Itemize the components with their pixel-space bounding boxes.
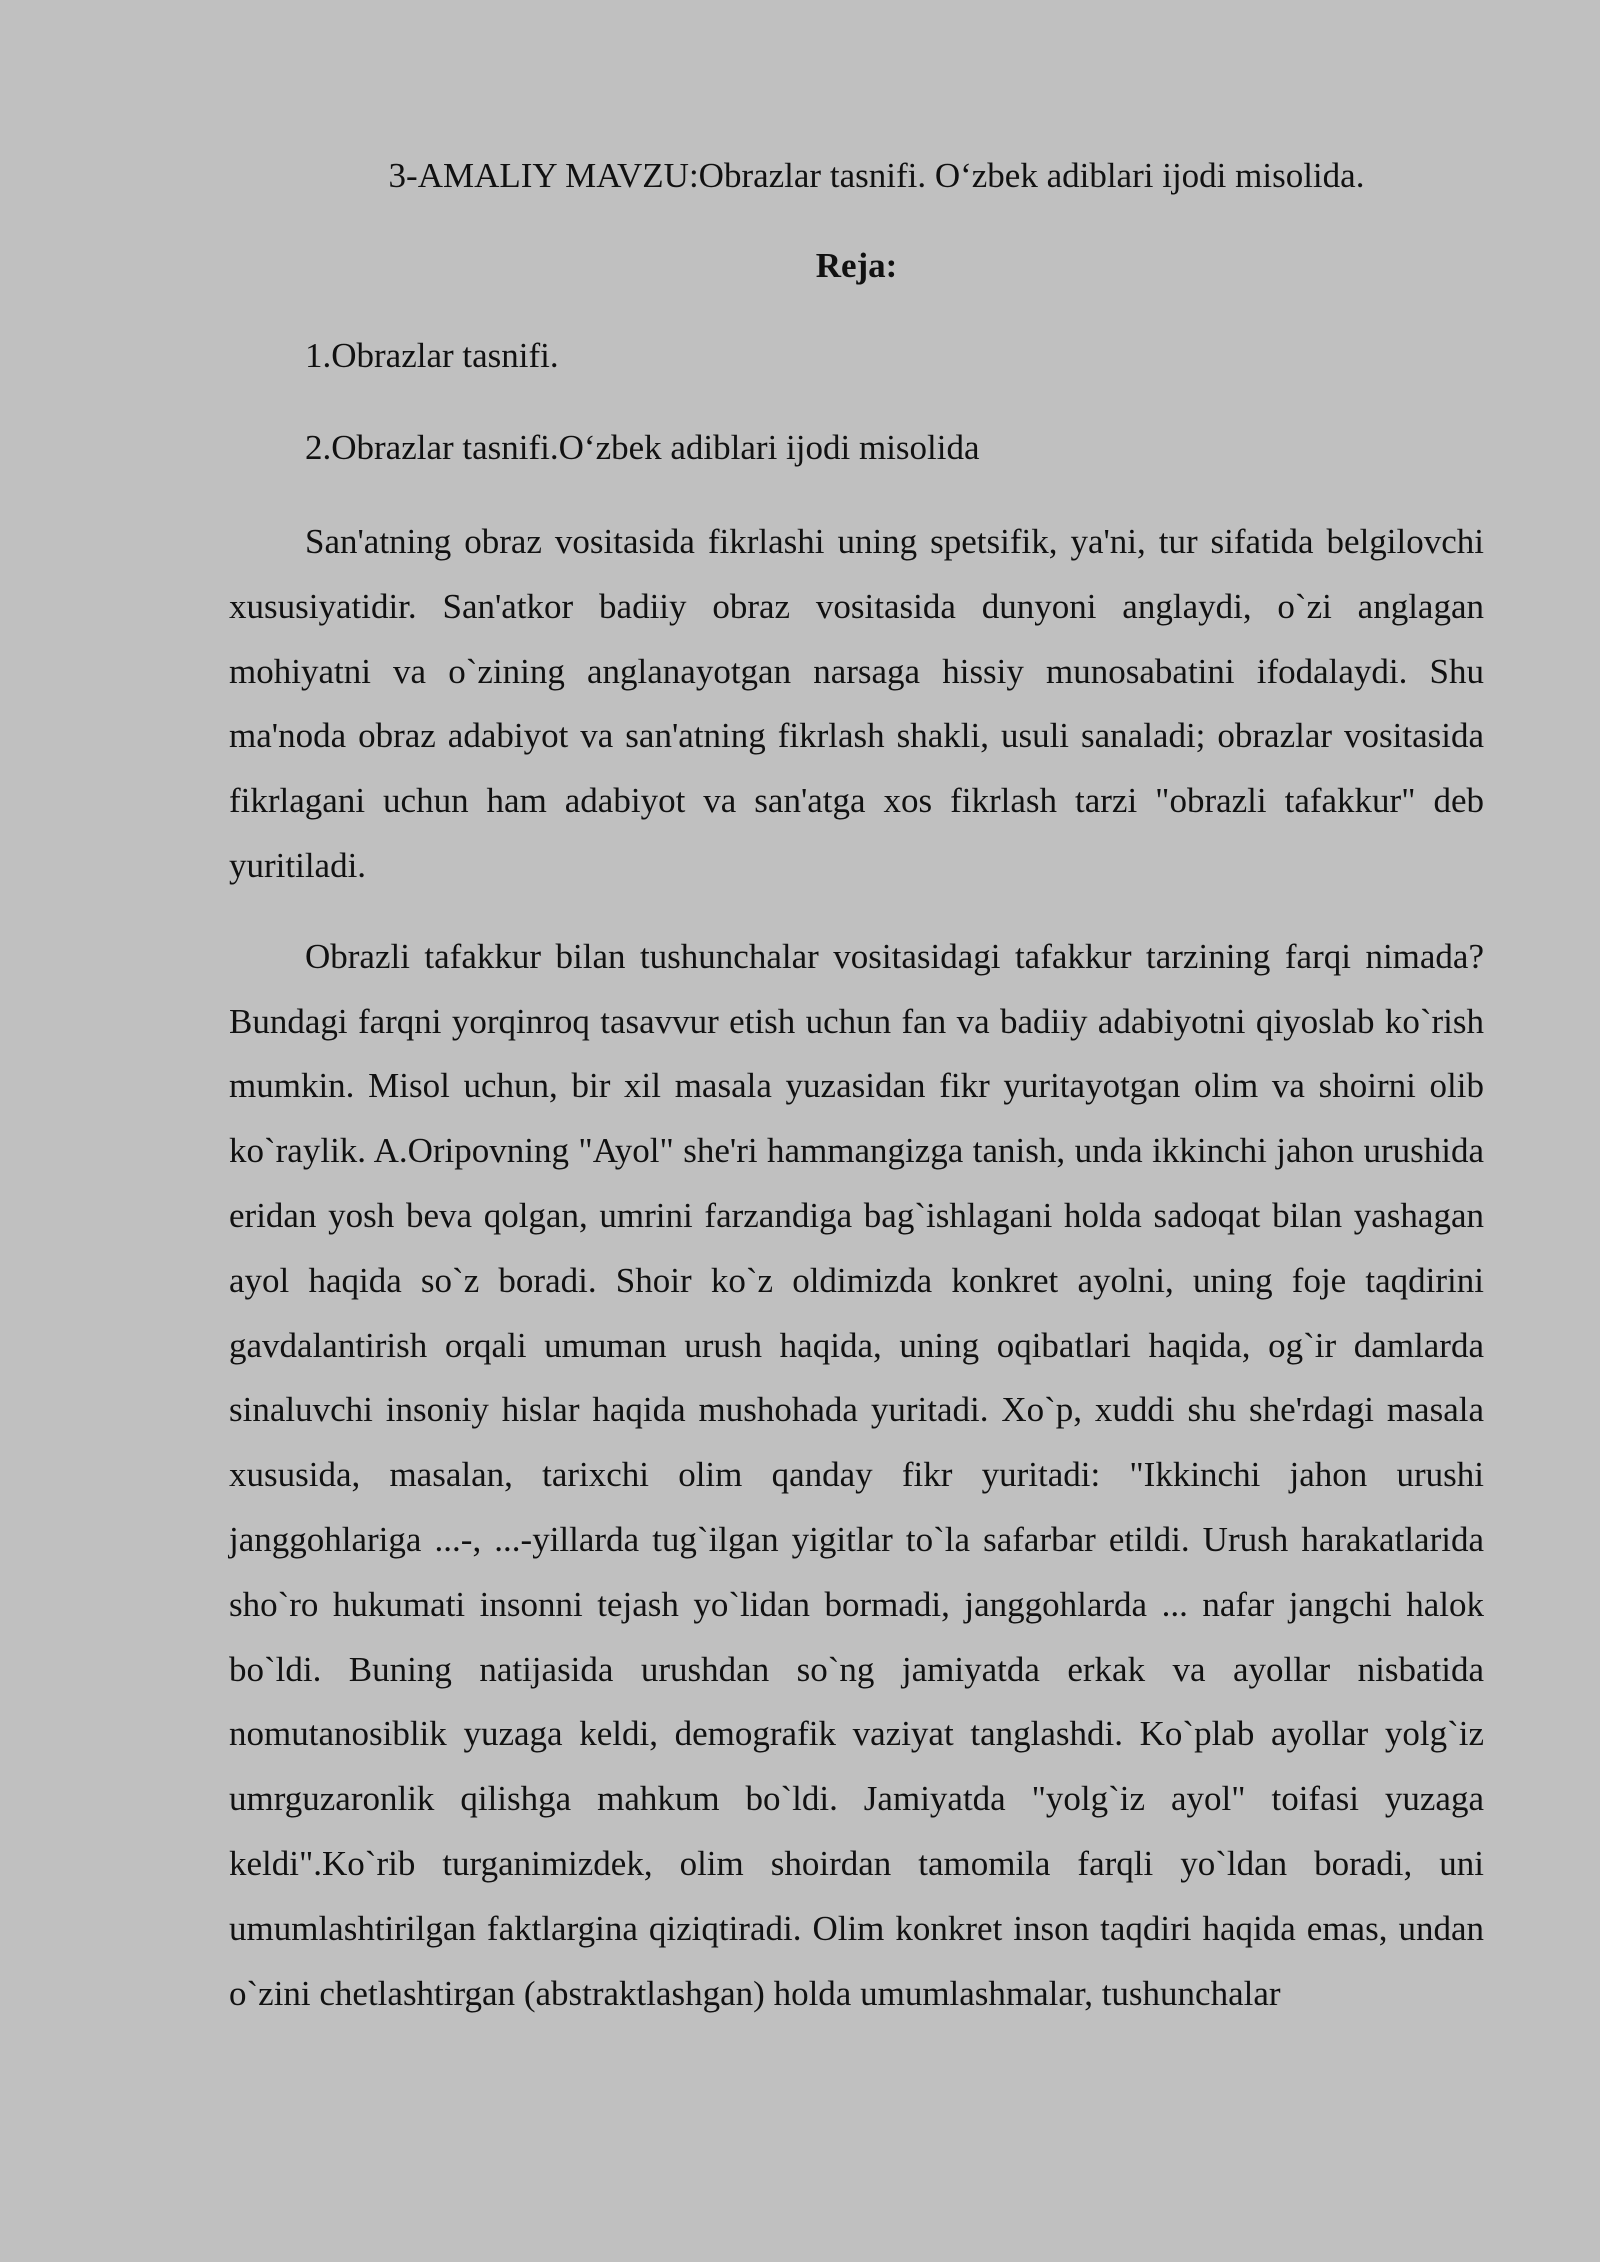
body-paragraph: San'atning obraz vositasida fikrlashi uning spetsifik, ya'ni, tur sifatida belgilovchi xususiyatidir. San'atkor badiiy obraz vositasida dunyoni anglaydi, o`zi anglagan mohiyatni va o`zining anglanayotgan narsaga hissiy munosabatini ifodalaydi. Shu ma'noda obraz adabiyot va san'atning fikrlash shakli, usuli sanaladi; obrazlar vositasida fikrlagani uchun ham adabiyot va san'atga xos fikrlash tarzi "obrazli tafakkur" deb yuritiladi.	[229, 522, 1484, 885]
document-title: 3-AMALIY MAVZU:Obrazlar tasnifi. O‘zbek adiblari ijodi misolida.	[388, 156, 1365, 195]
plan-item: 1.Obrazlar tasnifi.	[305, 336, 559, 375]
plan-list	[229, 328, 1484, 476]
plan-item: 2.Obrazlar tasnifi.O‘zbek adiblari ijodi misolida	[305, 428, 980, 467]
plan-heading: Reja:	[815, 246, 898, 285]
body-paragraph: Obrazli tafakkur bilan tushunchalar vositasidagi tafakkur tarzining farqi nimada? Bundagi farqni yorqinroq tasavvur etish uchun fan va badiiy adabiyotni qiyoslab ko`rish mumkin. Misol uchun, bir xil masala yuzasidan fikr yuritayotgan olim va shoirni olib ko`raylik. A.Oripovning "Ayol" she'ri hammangizga tanish, unda ikkinchi jahon urushida eridan yosh beva qolgan, umrini farzandiga bag`ishlagani holda sadoqat bilan yashagan ayol haqida so`z boradi. Shoir ko`z oldimizda konkret ayolni, uning foje taqdirini gavdalantirish orqali umuman urush haqida, uning oqibatlari haqida, og`ir damlarda sinaluvchi insoniy hislar haqida mushohada yuritadi. Xo`p, xuddi shu she'rdagi masala xususida, masalan, tarixchi olim qanday fikr yuritadi: "Ikkinchi jahon urushi janggohlariga ...-, ...-yillarda tug`ilgan yigitlar to`la safarbar etildi. Urush harakatlarida sho`ro hukumati insonni tejash yo`lidan bormadi, janggohlarda ... nafar jangchi halok bo`ldi. Buning natijasida urushdan so`ng jamiyatda erkak va ayollar nisbatida nomutanosiblik yuzaga keldi, demografik vaziyat tanglashdi. Ko`plab ayollar yolg`iz umrguzaronlik qilishga mahkum bo`ldi. Jamiyatda "yolg`iz ayol" toifasi yuzaga keldi".Ko`rib turganimizdek, olim shoirdan tamomila farqli yo`ldan boradi, uni umumlashtirilgan faktlargina qiziqtiradi. Olim konkret inson taqdiri haqida emas, undan o`zini chetlashtirgan (abstraktlashgan) holda umumlashmalar, tushunchalar	[229, 936, 1484, 2013]
document-body	[229, 148, 1484, 2052]
